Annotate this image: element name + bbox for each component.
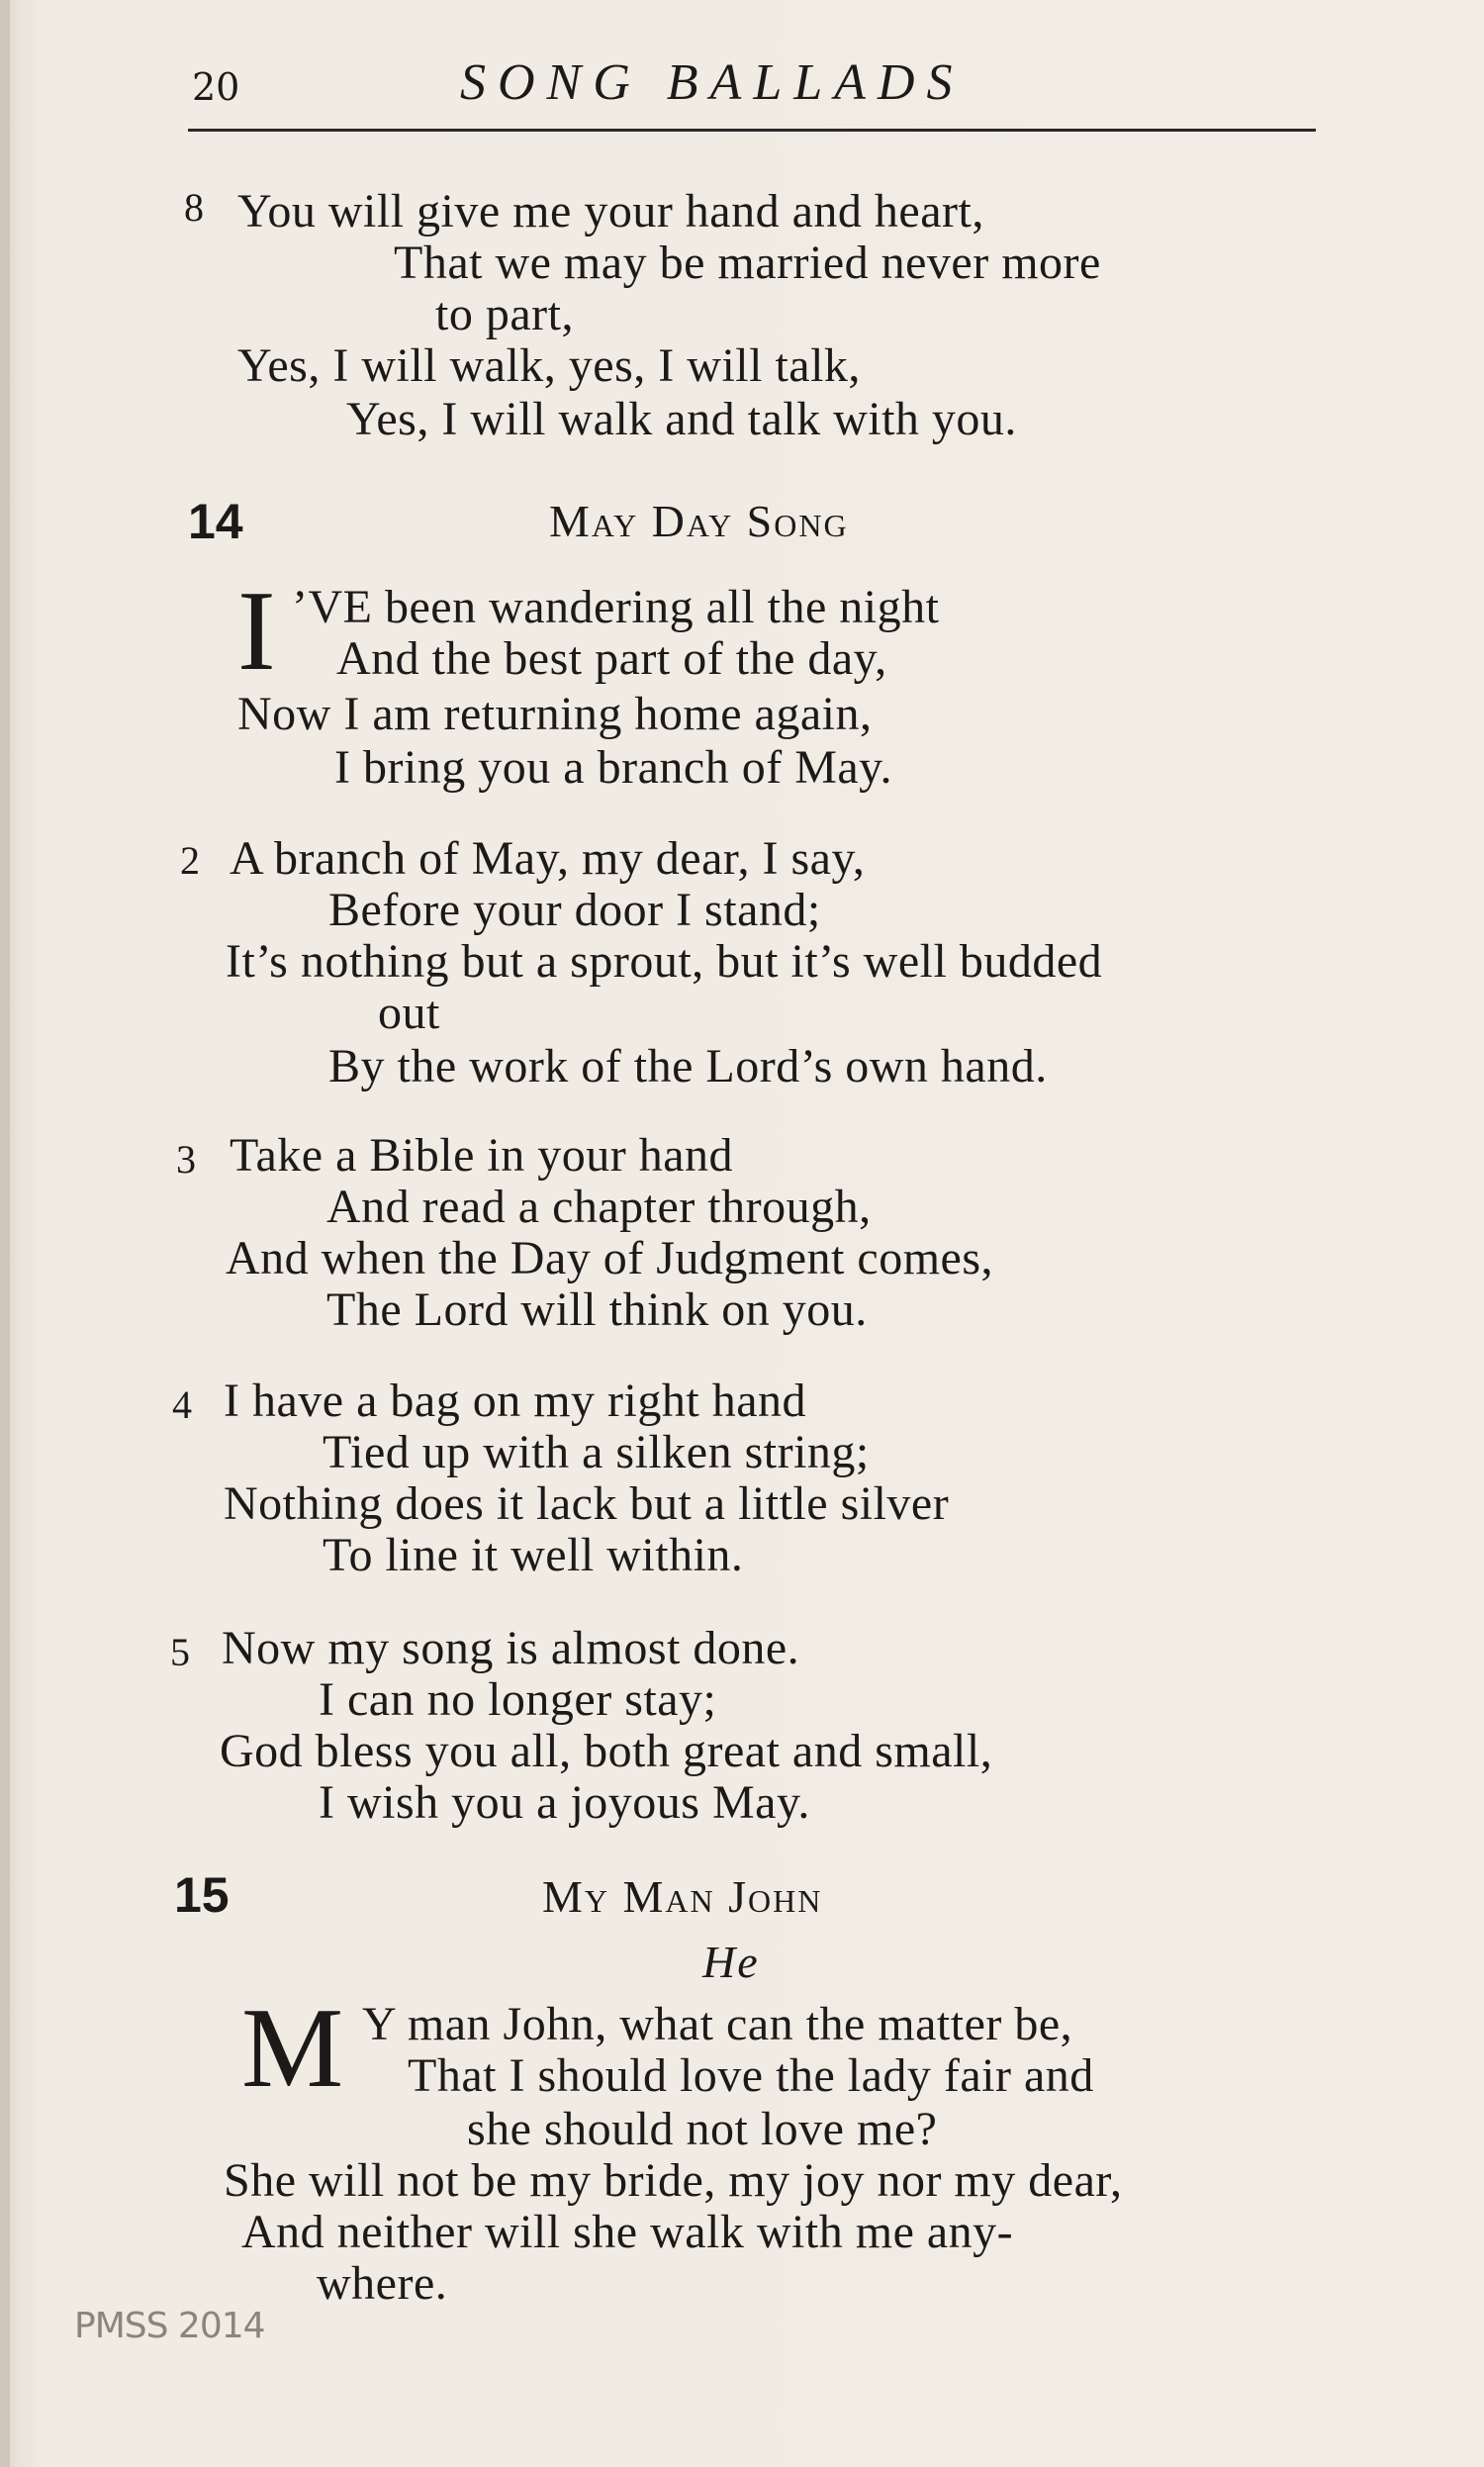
verse-line: God bless you all, both great and small,	[220, 1725, 993, 1777]
header-rule	[188, 129, 1316, 132]
song-number: 14	[188, 494, 243, 549]
verse-line: out	[378, 987, 440, 1039]
verse-line: Y man John, what can the matter be,	[362, 1998, 1073, 2050]
watermark: PMSS 2014	[74, 2306, 265, 2346]
verse-line: ’VE been wandering all the night	[292, 581, 940, 633]
verse-line: And when the Day of Judgment comes,	[226, 1232, 994, 1284]
page-number: 20	[192, 65, 240, 109]
verse-line: to part,	[435, 288, 574, 340]
verse-number: 4	[172, 1382, 192, 1427]
song-number: 15	[174, 1867, 230, 1923]
page-spine-shadow	[0, 0, 10, 2467]
verse-line: where.	[317, 2257, 448, 2310]
verse-line: A branch of May, my dear, I say,	[230, 832, 866, 885]
verse-number: 8	[184, 185, 204, 230]
verse-line: Yes, I will walk and talk with you.	[346, 393, 1017, 445]
verse-line: she should not love me?	[467, 2103, 938, 2155]
verse-line: Before your door I stand;	[328, 884, 821, 936]
verse-line: Tied up with a silken string;	[323, 1426, 870, 1478]
verse-line: I wish you a joyous May.	[319, 1776, 810, 1829]
verse-line: That we may be married never more	[394, 237, 1101, 289]
page-header	[188, 47, 1316, 129]
speaker-label: He	[702, 1937, 760, 1987]
song-title: My Man John	[542, 1871, 823, 1922]
verse-line: I bring you a branch of May.	[334, 741, 893, 794]
verse-number: 3	[176, 1137, 196, 1182]
drop-cap: M	[241, 1985, 344, 2112]
verse-line: Take a Bible in your hand	[230, 1129, 733, 1182]
verse-line: I have a bag on my right hand	[224, 1375, 806, 1427]
verse-line: And the best part of the day,	[336, 632, 887, 685]
verse-line: Now my song is almost done.	[222, 1622, 800, 1674]
verse-line: That I should love the lady fair and	[408, 2049, 1094, 2102]
running-title: SONG BALLADS	[460, 54, 965, 111]
verse-line: To line it well within.	[323, 1529, 744, 1581]
verse-line: And read a chapter through,	[326, 1181, 872, 1233]
verse-line: Nothing does it lack but a little silver	[224, 1477, 950, 1530]
verse-line: By the work of the Lord’s own hand.	[328, 1040, 1048, 1092]
verse-line: And neither will she walk with me any-	[241, 2206, 1014, 2258]
verse-line: The Lord will think on you.	[326, 1283, 868, 1336]
verse-number: 5	[170, 1630, 190, 1674]
verse-number: 2	[180, 838, 200, 883]
drop-cap: I	[237, 568, 276, 695]
verse-line: Now I am returning home again,	[237, 688, 873, 740]
verse-line: It’s nothing but a sprout, but it’s well budded	[226, 935, 1103, 988]
verse-line: Yes, I will walk, yes, I will talk,	[237, 339, 861, 392]
verse-line: I can no longer stay;	[319, 1673, 717, 1726]
verse-line: You will give me your hand and heart,	[237, 185, 984, 237]
verse-line: She will not be my bride, my joy nor my dear,	[224, 2154, 1123, 2207]
song-title: May Day Song	[549, 496, 849, 546]
